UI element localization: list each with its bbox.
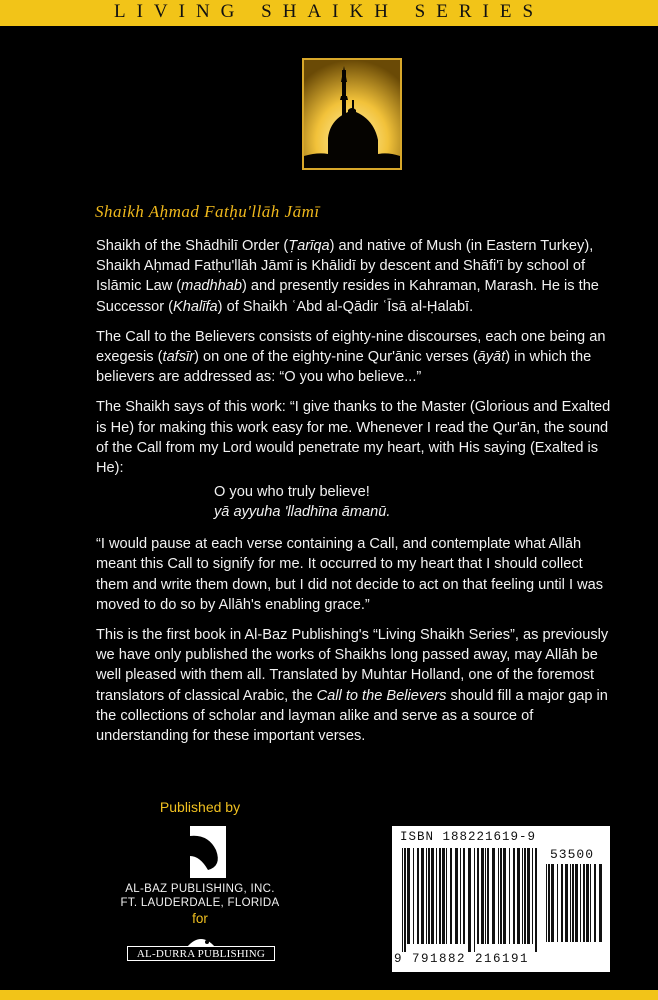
barcode-bar — [527, 848, 530, 944]
barcode-bar — [404, 848, 406, 952]
barcode-bar — [417, 848, 419, 944]
al-durra-name: AL-DURRA PUBLISHING — [127, 946, 275, 961]
barcode-bar — [431, 848, 434, 944]
series-banner-text: LIVING SHAIKH SERIES — [113, 1, 545, 22]
barcode-box — [392, 826, 610, 972]
barcode-bar — [532, 848, 533, 944]
barcode-bar — [513, 848, 515, 944]
barcode-bar — [583, 864, 585, 942]
barcode-bar — [586, 864, 589, 942]
paragraph-1: Shaikh of the Shādhilī Order (Ṭarīqa) and native of Mush (in Eastern Turkey), Shaikh Aḥmad Fatḥu'llāh Jāmī is Khālidī by descent and Shāfi'ī by school of Islāmic Law (madhhab) and presently resides in Kahraman, Marash. He is the Successor (Khalīfa) of Shaikh ʿAbd al-Qādir ʿĪsā al-Ḥalabī. — [96, 238, 599, 315]
barcode-bar — [548, 864, 550, 942]
publisher-city: FT. LAUDERDALE, FLORIDA — [120, 897, 280, 909]
barcode-bar — [575, 864, 578, 942]
barcode-bar — [546, 864, 547, 942]
barcode-bar — [442, 848, 445, 944]
barcode-bar — [599, 864, 602, 942]
barcode-bar — [580, 864, 581, 942]
barcode-bar — [455, 848, 458, 944]
barcode-bar — [590, 864, 591, 942]
bottom-band — [0, 990, 658, 1000]
al-durra-logo — [127, 935, 275, 965]
series-banner — [0, 0, 658, 26]
quote-line-2: yā ayyuha 'lladhīna āmanū. — [214, 504, 391, 521]
barcode-bar — [460, 848, 461, 944]
barcode-bar — [474, 848, 475, 952]
barcode-bar — [450, 848, 452, 944]
barcode-bar — [421, 848, 424, 944]
publisher-address — [100, 882, 300, 910]
barcode-bar — [481, 848, 484, 944]
barcode-bar — [477, 848, 479, 944]
barcode-bar — [439, 848, 441, 944]
barcode-bar — [487, 848, 489, 944]
barcode-bar — [498, 848, 499, 944]
barcode-bar — [492, 848, 495, 944]
barcode-bar — [517, 848, 520, 944]
barcode-number: 9 791882 216191 — [394, 952, 530, 966]
barcode-bar — [485, 848, 486, 944]
paragraph-4: “I would pause at each verse containing a Call, and contemplate what Allāh meant this Call to signify for me. It occurred to my heart that I should collect them and write them down, but I did not decide to act on that feeling until I was moved to do so by Allāh's enabling grace.” — [96, 536, 604, 613]
barcode-bar — [463, 848, 465, 944]
mosque-dome-icon — [302, 58, 402, 170]
al-baz-logo-icon — [178, 826, 226, 878]
barcode-bar — [413, 848, 414, 944]
quote-line-1: O you who truly believe! — [214, 484, 370, 501]
barcode-bar — [503, 848, 506, 944]
barcode-bar — [426, 848, 427, 944]
price-code: 53500 — [550, 847, 595, 862]
price-barcode-bars — [546, 864, 602, 950]
paragraph-3: The Shaikh says of this work: “I give thanks to the Master (Glorious and Exalted is He) for making this work easy for me. Whenever I read the Qur'ān, the sound of the Call from my Lord would penetrate my heart, with His saying (Exalted is He): — [96, 399, 611, 477]
barcode-bar — [500, 848, 502, 944]
barcode-bar — [551, 864, 554, 942]
barcode-bar — [524, 848, 526, 944]
description-body — [96, 236, 612, 756]
barcode-bar — [428, 848, 430, 944]
published-by-label: Published by — [159, 799, 241, 815]
quote-block — [96, 482, 612, 522]
isbn-text: ISBN 188221619-9 — [400, 830, 537, 844]
barcode-bar — [522, 848, 523, 944]
barcode-bar — [561, 864, 563, 942]
author-heading: Shaikh Aḥmad Fatḥu'llāh Jāmī — [95, 202, 320, 221]
barcode-bar — [570, 864, 571, 942]
paragraph-2: The Call to the Believers consists of eighty-nine discourses, each one being an exegesis (tafsīr) on one of the eighty-nine Qur'ānic verses (āyāt) in which the believers are addressed as: “O you who believe...” — [96, 328, 606, 386]
barcode-bar — [436, 848, 437, 944]
barcode-bar — [509, 848, 510, 944]
barcode-bar — [572, 864, 574, 942]
barcode-bar — [594, 864, 596, 942]
barcode-bar — [407, 848, 410, 944]
for-label: for — [192, 911, 208, 926]
barcode-bar — [446, 848, 447, 944]
barcode-bar — [535, 848, 537, 952]
barcode-bar — [557, 864, 558, 942]
main-barcode-bars — [402, 848, 540, 952]
barcode-bar — [565, 864, 568, 942]
barcode-bar — [402, 848, 403, 952]
publisher-name: AL-BAZ PUBLISHING, INC. — [125, 883, 275, 895]
barcode-bar — [468, 848, 471, 952]
paragraph-5: This is the first book in Al-Baz Publishing's “Living Shaikh Series”, as previously we have only published the works of Shaikhs long passed away, may Allāh be well pleased with them all. Translated by Muhtar Holland, one of the foremost translators of classical Arabic, the Call to the Believers should fill a major gap in the collections of scholar and layman alike and serve as a source of understanding for these important verses. — [96, 627, 609, 745]
